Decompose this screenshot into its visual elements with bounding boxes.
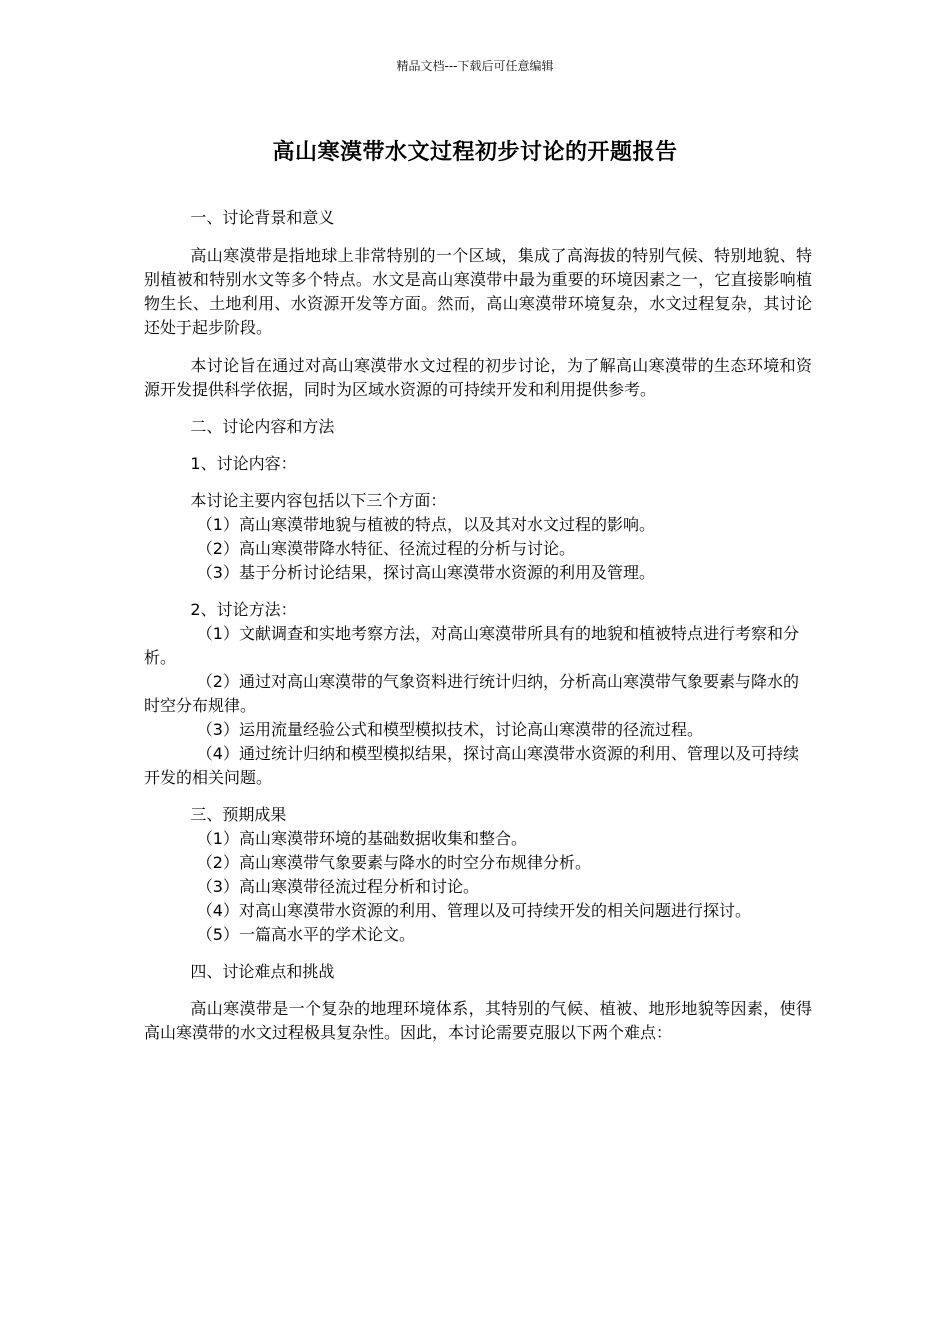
paragraph-challenges: 高山寒漠带是一个复杂的地理环境体系，其特别的气候、植被、地形地貌等因素，使得高山寒漠带的水文过程极具复杂性。因此，本讨论需要克服以下两个难点： <box>144 999 812 1042</box>
header-watermark: 精品文档---下载后可任意编辑 <box>396 59 554 73</box>
document-title: 高山寒漠带水文过程初步讨论的开题报告 <box>272 140 678 165</box>
list-item: （3）运用流量经验公式和模型模拟技术，讨论高山寒漠带的径流过程。 <box>196 720 703 739</box>
paragraph-background: 高山寒漠带是指地球上非常特别的一个区域，集成了高海拔的特别气候、特别地貌、特别植被和特别水文等多个特点。水文是高山寒漠带中最为重要的环境因素之一，它直接影响植物生长、土地利用、水资源开发等方面。然而，高山寒漠带环境复杂，水文过程复杂，其讨论还处于起步阶段。 <box>144 246 812 337</box>
paragraph-content-intro: 本讨论主要内容包括以下三个方面： <box>190 491 447 510</box>
list-item: （2）通过对高山寒漠带的气象资料进行统计归纳，分析高山寒漠带气象要素与降水的时空分布规律。 <box>144 672 799 715</box>
list-item: （1）文献调查和实地考察方法，对高山寒漠带所具有的地貌和植被特点进行考察和分析。 <box>144 624 799 667</box>
paragraph-purpose: 本讨论旨在通过对高山寒漠带水文过程的初步讨论，为了解高山寒漠带的生态环境和资源开发提供科学依据，同时为区域水资源的可持续开发和利用提供参考。 <box>144 356 812 399</box>
subheading-content: 1、讨论内容： <box>190 454 297 473</box>
list-item: （1）高山寒漠带地貌与植被的特点，以及其对水文过程的影响。 <box>196 515 655 534</box>
list-item: （3）高山寒漠带径流过程分析和讨论。 <box>196 877 479 896</box>
document-body <box>144 206 812 1045</box>
subheading-method: 2、讨论方法： <box>190 600 297 619</box>
list-item: （2）高山寒漠带气象要素与降水的时空分布规律分析。 <box>196 853 591 872</box>
list-item: （5）一篇高水平的学术论文。 <box>196 925 415 944</box>
section-heading-background: 一、讨论背景和意义 <box>190 208 335 227</box>
section-heading-challenges: 四、讨论难点和挑战 <box>190 962 335 981</box>
list-item: （2）高山寒漠带降水特征、径流过程的分析与讨论。 <box>196 539 575 558</box>
list-item: （1）高山寒漠带环境的基础数据收集和整合。 <box>196 829 527 848</box>
section-heading-results: 三、预期成果 <box>190 805 287 824</box>
section-heading-content-method: 二、讨论内容和方法 <box>190 417 335 436</box>
list-item: （4）对高山寒漠带水资源的利用、管理以及可持续开发的相关问题进行探讨。 <box>196 901 751 920</box>
list-item: （3）基于分析讨论结果，探讨高山寒漠带水资源的利用及管理。 <box>196 563 655 582</box>
list-item: （4）通过统计归纳和模型模拟结果，探讨高山寒漠带水资源的利用、管理以及可持续开发的相关问题。 <box>144 744 799 787</box>
